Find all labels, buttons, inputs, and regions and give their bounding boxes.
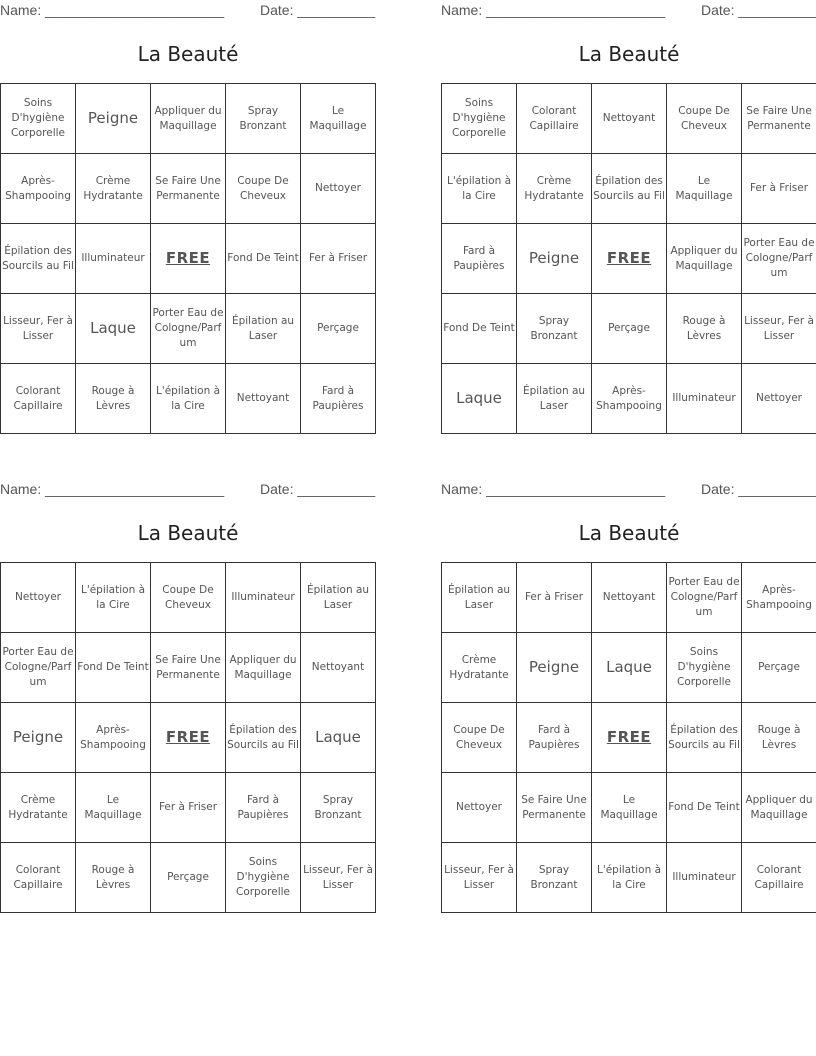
bingo-cell[interactable]: Porter Eau de Cologne/Parfum [1,633,76,703]
name-field[interactable]: Name: _______________________ [0,2,225,18]
bingo-cell[interactable]: Se Faire Une Permanente [742,84,816,154]
bingo-cell[interactable]: Après-Shampooing [592,364,667,434]
bingo-cell[interactable]: Fer à Friser [742,154,816,224]
bingo-cell[interactable]: L'épilation à la Cire [592,843,667,913]
bingo-cell[interactable]: Nettoyer [742,364,816,434]
bingo-cell[interactable]: Colorant Capillaire [517,84,592,154]
bingo-cell[interactable]: Se Faire Une Permanente [151,633,226,703]
bingo-cell[interactable]: Appliquer du Maquillage [667,224,742,294]
free-space[interactable]: FREE [151,703,226,773]
bingo-cell[interactable]: Coupe De Cheveux [226,154,301,224]
bingo-cell[interactable]: Fard à Paupières [442,224,517,294]
bingo-cell[interactable]: Épilation des Sourcils au Fil [667,703,742,773]
free-space[interactable]: FREE [592,703,667,773]
bingo-cell[interactable]: Perçage [592,294,667,364]
bingo-cell[interactable]: Fond De Teint [226,224,301,294]
bingo-cell[interactable]: Illuminateur [76,224,151,294]
bingo-cell[interactable]: Crème Hydratante [517,154,592,224]
bingo-cell[interactable]: Porter Eau de Cologne/Parfum [667,563,742,633]
bingo-cell[interactable]: Fard à Paupières [517,703,592,773]
bingo-cell[interactable]: Fond De Teint [442,294,517,364]
bingo-cell[interactable]: Spray Bronzant [226,84,301,154]
bingo-cell[interactable]: Spray Bronzant [517,294,592,364]
bingo-cell[interactable]: Peigne [1,703,76,773]
header-line [441,2,816,20]
date-field[interactable]: Date: __________ [260,2,376,18]
free-space[interactable]: FREE [592,224,667,294]
bingo-cell[interactable]: Laque [592,633,667,703]
bingo-cell[interactable]: Épilation au Laser [517,364,592,434]
bingo-cell[interactable]: Fard à Paupières [301,364,376,434]
bingo-cell[interactable]: Peigne [76,84,151,154]
bingo-grid [0,83,376,434]
card-title: La Beauté [578,521,680,545]
bingo-cell[interactable]: Fer à Friser [301,224,376,294]
bingo-cell[interactable]: Spray Bronzant [517,843,592,913]
bingo-cell[interactable]: Peigne [517,224,592,294]
bingo-cell[interactable]: Nettoyant [301,633,376,703]
bingo-cell[interactable]: Lisseur, Fer à Lisser [1,294,76,364]
bingo-cell[interactable]: Épilation au Laser [442,563,517,633]
date-field[interactable]: Date: __________ [260,481,376,497]
bingo-cell[interactable]: Perçage [151,843,226,913]
bingo-cell[interactable]: Fond De Teint [667,773,742,843]
bingo-cell[interactable]: Fond De Teint [76,633,151,703]
header-line [0,481,376,499]
bingo-cell[interactable]: Colorant Capillaire [1,364,76,434]
bingo-cell[interactable]: Crème Hydratante [442,633,517,703]
bingo-cell[interactable]: Appliquer du Maquillage [226,633,301,703]
bingo-grid [441,83,816,434]
bingo-cell[interactable]: Après-Shampooing [1,154,76,224]
bingo-cell[interactable]: Coupe De Cheveux [151,563,226,633]
bingo-cell[interactable]: Nettoyer [442,773,517,843]
bingo-cell[interactable]: Peigne [517,633,592,703]
bingo-cell[interactable]: L'épilation à la Cire [76,563,151,633]
date-field[interactable]: Date: __________ [701,481,816,497]
bingo-cell[interactable]: Crème Hydratante [1,773,76,843]
bingo-cell[interactable]: Rouge à Lèvres [76,364,151,434]
bingo-cell[interactable]: Porter Eau de Cologne/Parfum [151,294,226,364]
name-field[interactable]: Name: _______________________ [441,481,666,497]
bingo-cell[interactable]: Épilation des Sourcils au Fil [592,154,667,224]
card-title: La Beauté [578,42,680,66]
bingo-cell[interactable]: Rouge à Lèvres [76,843,151,913]
date-field[interactable]: Date: __________ [701,2,816,18]
bingo-cell[interactable]: Après-Shampooing [76,703,151,773]
bingo-grid [0,562,376,913]
bingo-cell[interactable]: Crème Hydratante [76,154,151,224]
bingo-cell[interactable]: Illuminateur [667,364,742,434]
header-line [0,2,376,20]
bingo-cell[interactable]: L'épilation à la Cire [442,154,517,224]
bingo-cell[interactable]: Épilation des Sourcils au Fil [226,703,301,773]
bingo-cell[interactable]: Soins D'hygiène Corporelle [442,84,517,154]
name-field[interactable]: Name: _______________________ [0,481,225,497]
bingo-cell[interactable]: Fard à Paupières [226,773,301,843]
bingo-cell[interactable]: Coupe De Cheveux [667,84,742,154]
bingo-cell[interactable]: Se Faire Une Permanente [151,154,226,224]
bingo-cell[interactable]: Rouge à Lèvres [667,294,742,364]
bingo-cell[interactable]: Soins D'hygiène Corporelle [667,633,742,703]
bingo-cell[interactable]: Perçage [742,633,816,703]
bingo-cell[interactable]: Épilation au Laser [301,563,376,633]
bingo-cell[interactable]: Lisseur, Fer à Lisser [301,843,376,913]
bingo-cell[interactable]: Colorant Capillaire [742,843,816,913]
bingo-cell[interactable]: Le Maquillage [667,154,742,224]
bingo-cell[interactable]: Laque [76,294,151,364]
bingo-cell[interactable]: Porter Eau de Cologne/Parfum [742,224,816,294]
bingo-cell[interactable]: Nettoyer [1,563,76,633]
bingo-cell[interactable]: Illuminateur [667,843,742,913]
bingo-cell[interactable]: Laque [442,364,517,434]
bingo-cell[interactable]: Nettoyer [301,154,376,224]
bingo-cell[interactable]: Épilation des Sourcils au Fil [1,224,76,294]
bingo-cell[interactable]: Appliquer du Maquillage [151,84,226,154]
bingo-cell[interactable]: Le Maquillage [76,773,151,843]
bingo-cell[interactable]: Fer à Friser [151,773,226,843]
card-title: La Beauté [137,521,239,545]
bingo-cell[interactable]: Soins D'hygiène Corporelle [1,84,76,154]
bingo-grid [441,562,816,913]
bingo-cell[interactable]: L'épilation à la Cire [151,364,226,434]
bingo-cell[interactable]: Nettoyant [226,364,301,434]
bingo-cell[interactable]: Lisseur, Fer à Lisser [442,843,517,913]
bingo-cell[interactable]: Colorant Capillaire [1,843,76,913]
bingo-cell[interactable]: Coupe De Cheveux [442,703,517,773]
bingo-cell[interactable]: Laque [301,703,376,773]
bingo-cell[interactable]: Soins D'hygiène Corporelle [226,843,301,913]
free-space[interactable]: FREE [151,224,226,294]
card-title: La Beauté [137,42,239,66]
bingo-cell[interactable]: Nettoyant [592,84,667,154]
bingo-cell[interactable]: Le Maquillage [592,773,667,843]
bingo-cell[interactable]: Spray Bronzant [301,773,376,843]
bingo-cell[interactable]: Appliquer du Maquillage [742,773,816,843]
header-line [441,481,816,499]
bingo-cell[interactable]: Se Faire Une Permanente [517,773,592,843]
bingo-cell[interactable]: Après-Shampooing [742,563,816,633]
bingo-cell[interactable]: Rouge à Lèvres [742,703,816,773]
bingo-cell[interactable]: Fer à Friser [517,563,592,633]
bingo-cell[interactable]: Nettoyant [592,563,667,633]
bingo-cell[interactable]: Illuminateur [226,563,301,633]
name-field[interactable]: Name: _______________________ [441,2,666,18]
bingo-cell[interactable]: Le Maquillage [301,84,376,154]
bingo-cell[interactable]: Épilation au Laser [226,294,301,364]
bingo-cell[interactable]: Lisseur, Fer à Lisser [742,294,816,364]
bingo-cell[interactable]: Perçage [301,294,376,364]
